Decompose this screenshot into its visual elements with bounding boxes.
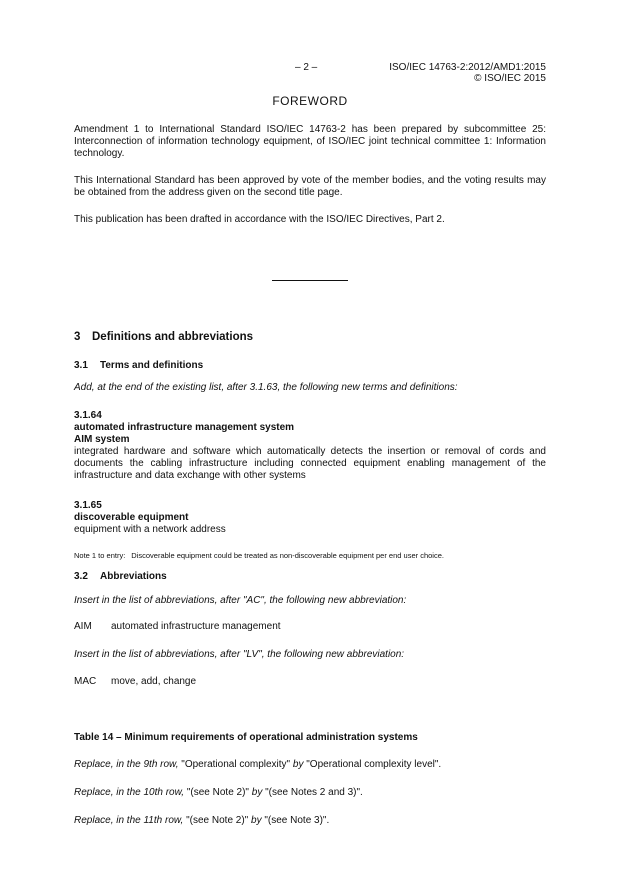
change-from: "(see Note 2)" bbox=[186, 787, 249, 798]
term-note bbox=[74, 550, 546, 562]
abbreviation-code: MAC bbox=[74, 676, 97, 687]
foreword-paragraph-3: This publication has been drafted in accordance with the ISO/IEC Directives, Part 2. bbox=[74, 214, 445, 225]
clause-title: Definitions and abbreviations bbox=[92, 331, 254, 343]
change-from: "(see Note 2)" bbox=[186, 815, 249, 826]
change-to: "(see Notes 2 and 3)". bbox=[265, 787, 363, 798]
abbreviation-text: automated infrastructure management bbox=[111, 621, 281, 632]
foreword-paragraph-1: Amendment 1 to International Standard ISO/IEC 14763-2 has been prepared by subcommittee 25: Interconnection of information technology equipment, of ISO/IEC joint technical committee 1: Information technology. bbox=[74, 124, 546, 159]
term-entry-3-1-65 bbox=[74, 500, 546, 536]
note-text: Discoverable equipment could be treated as non-discoverable equipment per end user choice. bbox=[131, 551, 444, 560]
term-name: automated infrastructure management system bbox=[74, 422, 295, 433]
change-instruction: Replace, in the 9th row, bbox=[74, 759, 179, 770]
subclause-3-1-heading bbox=[74, 360, 203, 372]
subclause-number: 3.2 bbox=[74, 571, 88, 582]
note-label: Note 1 to entry: bbox=[74, 551, 126, 560]
table-change-row-10 bbox=[74, 787, 546, 799]
abbreviation-text: move, add, change bbox=[111, 676, 197, 687]
section-divider bbox=[272, 280, 348, 281]
term-entry-3-1-64 bbox=[74, 410, 546, 482]
abbreviation-code: AIM bbox=[74, 621, 92, 632]
change-by: by bbox=[251, 815, 262, 826]
abbreviation-instruction-2: Insert in the list of abbreviations, after "LV", the following new abbreviation: bbox=[74, 649, 405, 660]
table-change-row-9 bbox=[74, 759, 546, 771]
document-id: ISO/IEC 14763-2:2012/AMD1:2015 bbox=[389, 62, 546, 73]
page-number: – 2 – bbox=[295, 62, 318, 73]
abbreviation-mac bbox=[74, 676, 196, 688]
subclause-title: Abbreviations bbox=[100, 571, 167, 582]
change-by: by bbox=[292, 759, 304, 770]
copyright-notice: © ISO/IEC 2015 bbox=[474, 73, 546, 84]
change-from: "Operational complexity" bbox=[181, 759, 291, 770]
term-definition: equipment with a network address bbox=[74, 524, 226, 535]
term-name: discoverable equipment bbox=[74, 512, 189, 523]
abbreviation-instruction-1: Insert in the list of abbreviations, after "AC", the following new abbreviation: bbox=[74, 595, 407, 606]
term-number: 3.1.64 bbox=[74, 410, 102, 421]
foreword-title: FOREWORD bbox=[272, 94, 348, 108]
subclause-title: Terms and definitions bbox=[100, 360, 204, 371]
term-synonym: AIM system bbox=[74, 434, 130, 445]
foreword-paragraph-2: This International Standard has been approved by vote of the member bodies, and the voting results may be obtained from the address given on the second title page. bbox=[74, 175, 546, 198]
term-number: 3.1.65 bbox=[74, 500, 102, 511]
table-change-row-11 bbox=[74, 815, 546, 827]
change-instruction: Replace, in the 10th row, bbox=[74, 787, 185, 798]
table-14-title: Table 14 – Minimum requirements of operational administration systems bbox=[74, 732, 418, 743]
abbreviation-aim bbox=[74, 621, 281, 633]
clause-3-heading bbox=[74, 331, 253, 343]
change-by: by bbox=[251, 787, 263, 798]
term-definition: integrated hardware and software which automatically detects the insertion or removal of cords and documents the cabling infrastructure including connected equipment enabling management of the infrastructure and data exchange with other systems bbox=[74, 446, 546, 481]
subclause-3-2-heading bbox=[74, 571, 167, 583]
change-to: "Operational complexity level". bbox=[306, 759, 442, 770]
terms-instruction: Add, at the end of the existing list, after 3.1.63, the following new terms and definitions: bbox=[74, 382, 458, 393]
change-instruction: Replace, in the 11th row, bbox=[74, 815, 184, 826]
change-to: "(see Note 3)". bbox=[264, 815, 330, 826]
subclause-number: 3.1 bbox=[74, 360, 88, 371]
clause-number: 3 bbox=[74, 331, 81, 343]
